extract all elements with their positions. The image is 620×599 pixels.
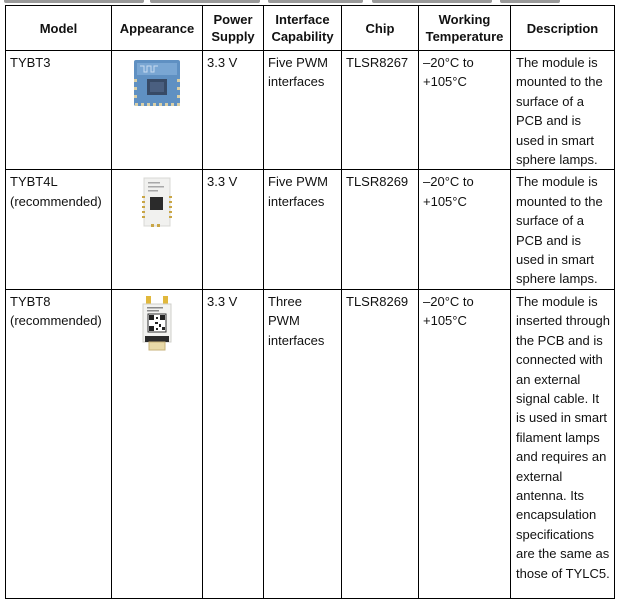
cell-power-supply: 3.3 V: [203, 170, 264, 289]
module-comparison-table: [5, 5, 615, 599]
header-power-supply: Power Supply: [203, 6, 264, 51]
header-chip: Chip: [342, 6, 419, 51]
cell-interface: Three PWM interfaces: [264, 289, 342, 598]
cell-interface: Five PWM interfaces: [264, 170, 342, 289]
cell-description: The module is mounted to the surface of a PCB and is used in smart sphere lamps.: [511, 170, 615, 289]
cell-model: TYBT8 (recommended): [6, 289, 112, 598]
cell-appearance: [112, 170, 203, 289]
cell-temperature: –20°C to +105°C: [419, 289, 511, 598]
cell-description: The module is mounted to the surface of a PCB and is used in smart sphere lamps.: [511, 51, 615, 170]
cell-model: TYBT4L (recommended): [6, 170, 112, 289]
table-row: [6, 170, 615, 289]
cell-power-supply: 3.3 V: [203, 51, 264, 170]
blue-pcb-module-image: [131, 57, 183, 109]
header-working-temperature: Working Temperature: [419, 6, 511, 51]
cell-description: The module is inserted through the PCB and is connected with an external signal cable. It is used in smart filament lamps and requires an external antenna. Its encapsulation specifications are the same as those of TYLC5.: [511, 289, 615, 598]
white-pin-module-with-qr-image: [140, 294, 174, 352]
cropped-text-line: [0, 0, 620, 4]
cell-chip: TLSR8267: [342, 51, 419, 170]
cell-temperature: –20°C to +105°C: [419, 170, 511, 289]
cell-model: TYBT3: [6, 51, 112, 170]
table-header-row: [6, 6, 615, 51]
header-model: Model: [6, 6, 112, 51]
cell-appearance: [112, 289, 203, 598]
cell-interface: Five PWM interfaces: [264, 51, 342, 170]
cell-temperature: –20°C to +105°C: [419, 51, 511, 170]
cell-appearance: [112, 51, 203, 170]
table-row: [6, 51, 615, 170]
cell-chip: TLSR8269: [342, 289, 419, 598]
cell-chip: TLSR8269: [342, 170, 419, 289]
cell-power-supply: 3.3 V: [203, 289, 264, 598]
header-appearance: Appearance: [112, 6, 203, 51]
table-row: [6, 289, 615, 598]
white-pcb-module-image: [142, 176, 172, 228]
header-description: Description: [511, 6, 615, 51]
header-interface-capability: Interface Capability: [264, 6, 342, 51]
